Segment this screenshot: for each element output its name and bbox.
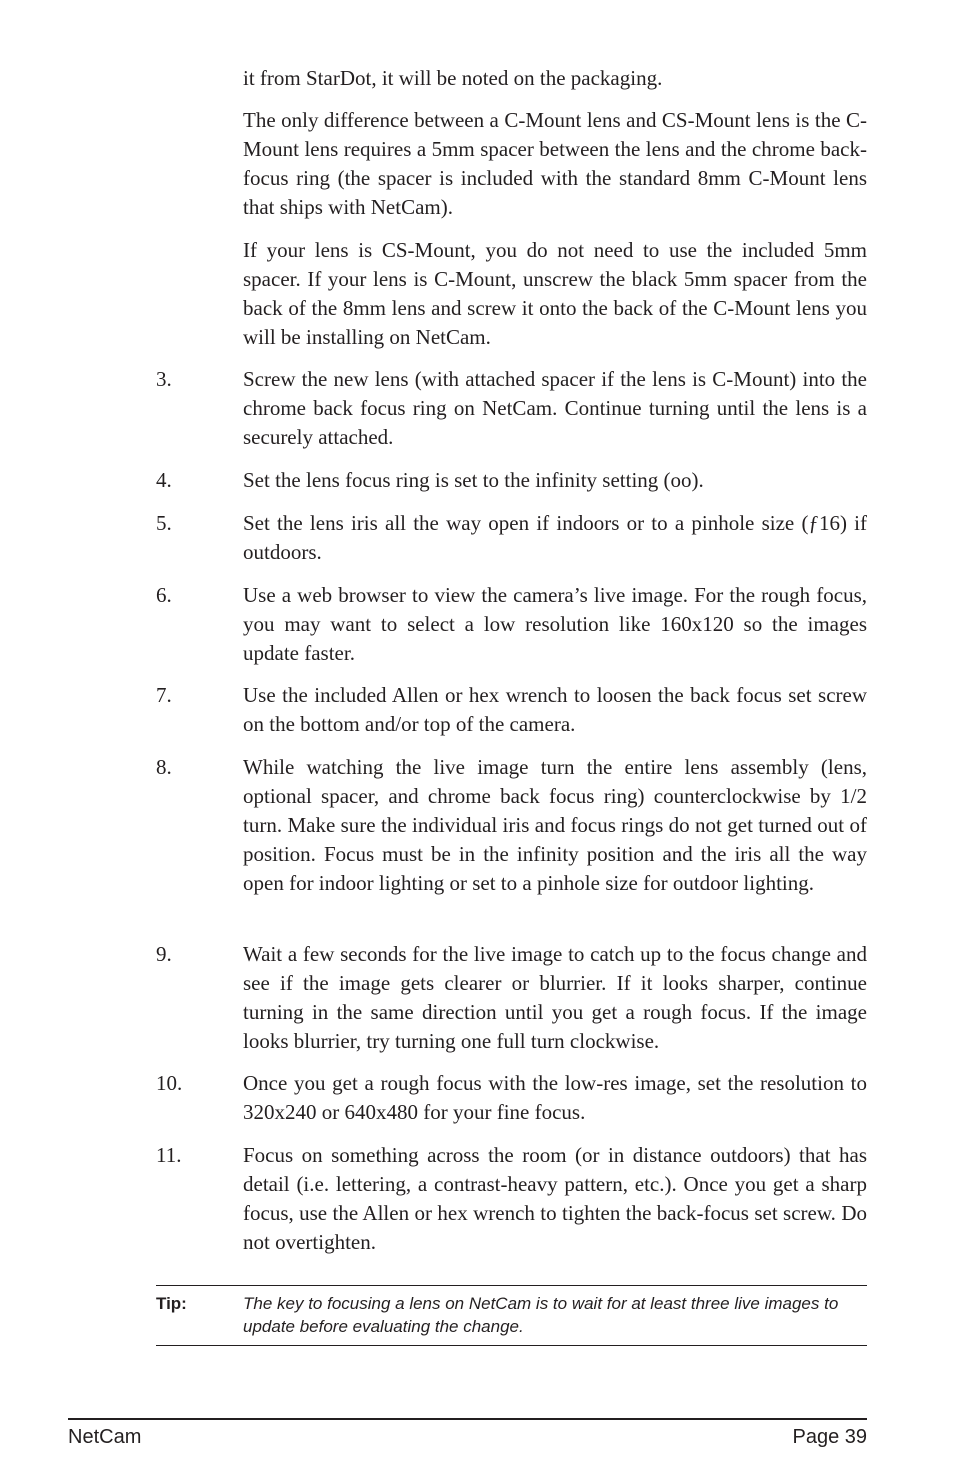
footer-page-number: Page 39 (792, 1426, 867, 1448)
step-number: 8. (156, 755, 172, 779)
step-text: Set the lens focus ring is set to the infinity setting (oo). (243, 468, 704, 492)
step-number: 4. (156, 468, 172, 492)
paragraph-continuation: it from StarDot, it will be noted on the packaging. (243, 66, 663, 90)
tip-label: Tip: (156, 1294, 187, 1313)
tip-text: The key to focusing a lens on NetCam is to wait for at least three live images to update before evaluating the change. (243, 1294, 839, 1336)
step-text: While watching the live image turn the entire lens assembly (lens, optional spacer, and chrome back focus ring) counterclockwise by 1/2 turn. Make sure the individual iris and focus rings do not get turned out of position. Focus must be in the infinity position and the iris all the way open for indoor lighting or set to a pinhole size for outdoor lighting. (243, 755, 867, 895)
step-number: 9. (156, 942, 172, 966)
footer-rule (68, 1418, 867, 1420)
step-number: 10. (156, 1071, 183, 1095)
footer-product-name: NetCam (68, 1426, 142, 1448)
step-text: Use a web browser to view the camera’s live image. For the rough focus, you may want to select a low resolution like 160x120 so the images update faster. (243, 583, 867, 665)
tip-bottom-rule (156, 1345, 867, 1346)
step-text: Screw the new lens (with attached spacer if the lens is C-Mount) into the chrome back focus ring on NetCam. Continue turning until the lens is a securely attached. (243, 367, 867, 449)
step-text: Focus on something across the room (or in distance outdoors) that has detail (i.e. lettering, a contrast-heavy pattern, etc.). Once you get a sharp focus, use the Allen or hex wrench to tighten the back-focus set screw. Do not overtighten. (243, 1143, 867, 1254)
step-number: 11. (156, 1143, 182, 1167)
step-number: 6. (156, 583, 172, 607)
tip-top-rule (156, 1285, 867, 1286)
step-text: Use the included Allen or hex wrench to loosen the back focus set screw on the bottom and/or top of the camera. (243, 683, 867, 736)
step-number: 5. (156, 511, 172, 535)
step-text: Once you get a rough focus with the low-res image, set the resolution to 320x240 or 640x480 for your fine focus. (243, 1071, 867, 1124)
paragraph-spacer-instructions: If your lens is CS-Mount, you do not need to use the included 5mm spacer. If your lens is C-Mount, unscrew the black 5mm spacer from the back of the 8mm lens and screw it onto the back of the C-Mount lens you will be installing on NetCam. (243, 238, 867, 349)
paragraph-mount-difference: The only difference between a C-Mount lens and CS-Mount lens is the C-Mount lens requires a 5mm spacer between the lens and the chrome back-focus ring (the spacer is included with the standard 8mm C-Mount lens that ships with NetCam). (243, 108, 867, 219)
step-number: 7. (156, 683, 172, 707)
step-number: 3. (156, 367, 172, 391)
step-text: Set the lens iris all the way open if indoors or to a pinhole size (ƒ16) if outdoors. (243, 511, 867, 564)
step-text: Wait a few seconds for the live image to catch up to the focus change and see if the image gets clearer or blurrier. If it looks sharper, continue turning in the same direction until you get a rough focus. If the image looks blurrier, try turning one full turn clockwise. (243, 942, 867, 1053)
